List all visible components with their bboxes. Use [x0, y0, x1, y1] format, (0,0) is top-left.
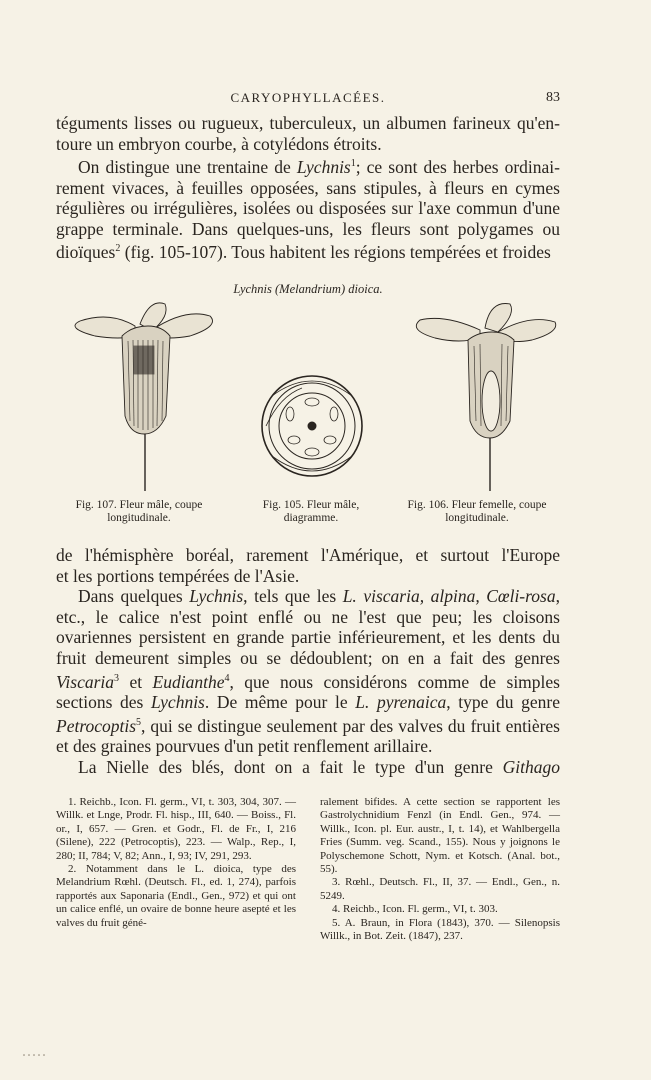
footnote-ref: 2 [115, 243, 121, 255]
text-span: . De même pour le [204, 691, 356, 712]
genus-name: Githago [502, 756, 560, 777]
footnotes-right-column [320, 796, 560, 943]
footnote-ref: 4 [224, 672, 230, 684]
footnote-2: 2. Notamment dans le L. dioica, type des Melandrium Rœhl. (Deutsch. Fl., ed. 1, 274), parfois rapportés aux Saponaria (Endl., Gen., 972) et qui ont un calice enflé, un ovaire de bonne heure asepté et les valves du fruit géné- [56, 863, 296, 929]
paragraph-lychnis-intro [56, 154, 560, 263]
top-text [56, 113, 560, 263]
top-line-1: téguments lisses ou rugueux, tuberculeux, un albumen farineux qu'en- [56, 113, 560, 133]
page-smudge-mark [22, 1052, 48, 1058]
genus-name: Viscaria [56, 671, 115, 692]
text-span: , que nous considérons comme de simples sections des [56, 671, 560, 712]
text-span: , tels que les [243, 586, 343, 607]
text-span: (fig. 105-107). Tous habitent les régions tempérées et froides [120, 242, 551, 263]
caption-line: Fig. 105. Fleur mâle, [262, 499, 360, 511]
bottom-line-2: et les portions tempérées de l'Asie. [56, 565, 300, 586]
footnote-5: 5. A. Braun, in Flora (1843), 370. — Silenopsis Willk., in Bot. Zeit. (1847), 237. [320, 916, 560, 943]
footnote-2-continued: ralement bifides. A cette section se rapportent les Gastrolychnidium Fenzl (in Endl. Gen., 974. — Willk., Icon. pl. Eur. austr., I, t. 14), et Wahlbergella Fries (Summ. veg. Scand., 155). Nous y joignons le Polyschemone Schott, Nym. et Kotsch. (Anal. bot., 55). [320, 796, 560, 876]
species-name: L. pyrenaica [355, 691, 447, 712]
flower-male-section-illustration [75, 303, 213, 491]
footnote-ref: 3 [114, 672, 120, 684]
text-span: , etc., le calice n'est point enflé ou ne l'est que peu; les cloisons ovariennes persistent en grande partie inférieurement, et les dents du fruit demeurent simples ou se dédoublent; on en a fait des genres [56, 586, 560, 668]
paragraph-sections [56, 586, 560, 756]
text-span: et [119, 671, 153, 692]
footnote-4: 4. Reichb., Icon. Fl. germ., VI, t. 303. [332, 903, 498, 916]
footnote-1: 1. Reichb., Icon. Fl. germ., VI, t. 303, 304, 307. — Willk. et Lnge, Prodr. Fl. hisp., III, 640. — Boiss., Fl. or., I, 657. — Gren. et Godr., Fl. de Fr., I, 216 (Silene), 222 (Petrocoptis), 223. — Walp., Rep., I, 280; II, 784; V, 82; Ann., I, 93; IV, 291, 293. [56, 796, 296, 862]
caption-line: Fig. 106. Fleur femelle, coupe [407, 499, 547, 511]
bottom-text [56, 545, 560, 777]
text-span: , qui se distingue seulement par des valves du fruit entières et des graines pourvues d'un petit renflement arillaire. [56, 715, 560, 756]
text-span: On distingue une trentaine de [78, 157, 297, 178]
caption-line: diagramme. [283, 512, 339, 524]
footnotes-left-column [56, 796, 296, 930]
figure-title: Lychnis (Melandrium) dioica. [233, 282, 383, 296]
species-names: L. viscaria, alpina, Cœli-rosa [342, 586, 556, 607]
genus-name: Petrocoptis [56, 715, 137, 736]
figure-105-caption [236, 499, 386, 525]
footnote-ref: 5 [136, 716, 142, 728]
page-number: 83 [546, 90, 560, 105]
footnote-3: 3. Rœhl., Deutsch. Fl., II, 37. — Endl., Gen., n. 5249. [320, 876, 560, 902]
figure-illustrations [40, 296, 600, 496]
figure-107-caption [54, 499, 224, 525]
paragraph-nielle [56, 757, 560, 778]
flower-female-section-illustration [416, 304, 555, 492]
caption-line: Fig. 107. Fleur mâle, coupe [75, 499, 203, 511]
figure-106-caption [392, 499, 562, 525]
bottom-line-1: de l'hémisphère boréal, rarement l'Amérique, et surtout l'Europe [56, 545, 560, 565]
text-span: , type du genre [446, 691, 561, 712]
footnote-ref: 1 [350, 158, 356, 170]
running-head: CARYOPHYLLACÉES. [230, 90, 386, 105]
page-header [56, 90, 560, 110]
genus-name: Eudianthe [152, 671, 225, 692]
top-line-2: toure un embryon courbe, à cotylédons étroits. [56, 133, 382, 154]
floral-diagram-illustration [262, 376, 362, 476]
text-span: Dans quelques [78, 586, 190, 607]
genus-name: Lychnis [150, 691, 205, 712]
caption-line: longitudinale. [107, 512, 171, 524]
caption-line: longitudinale. [445, 512, 509, 524]
genus-name: Lychnis [189, 586, 244, 607]
genus-name: Lychnis [296, 157, 351, 178]
text-span: La Nielle des blés, dont on a fait le type d'un genre [78, 756, 503, 777]
text-span: ; ce sont des herbes ordinai-rement vivaces, à feuilles opposées, sans stipules, à fleurs en cymes régulières ou irrégulières, isolées ou disposées sur l'axe commun d'une grappe terminale. Dans quelques-uns, les fleurs sont polygames ou dioïques [56, 157, 560, 263]
